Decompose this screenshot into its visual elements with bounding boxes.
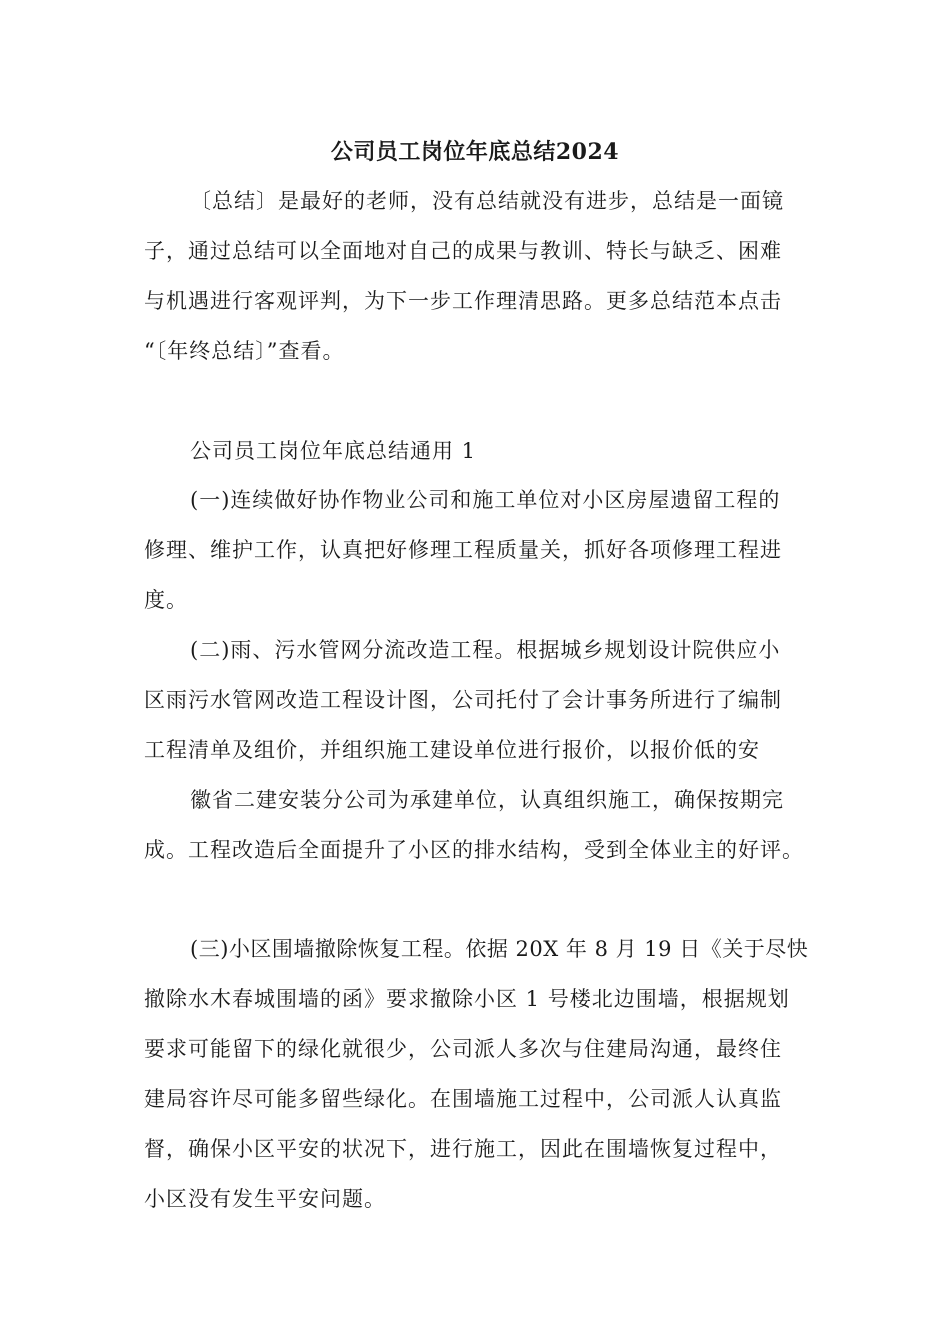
paragraph-line: (二)雨、污水管网分流改造工程。根据城乡规划设计院供应小 [190, 638, 781, 662]
document-title: 公司员工岗位年底总结2024 [330, 139, 620, 165]
paragraph-line: 工程清单及组价，并组织施工建设单位进行报价，以报价低的安 [144, 738, 760, 762]
paragraph-line: 要求可能留下的绿化就很少，公司派人多次与住建局沟通，最终住 [144, 1037, 782, 1061]
paragraph-line: 小区没有发生平安问题。 [144, 1187, 386, 1211]
paragraph-line: (三)小区围墙撤除恢复工程。依据 20X 年 8 月 19 日《关于尽快 [190, 937, 809, 961]
paragraph-line: 撤除水木春城围墙的函》要求撤除小区 1 号楼北边围墙，根据规划 [144, 987, 790, 1011]
paragraph-line: 修理、维护工作，认真把好修理工程质量关，抓好各项修理工程进 [144, 538, 782, 562]
paragraph-line: 督，确保小区平安的状况下，进行施工，因此在围墙恢复过程中， [144, 1137, 782, 1161]
paragraph-line: 建局容许尽可能多留些绿化。在围墙施工过程中，公司派人认真监 [144, 1087, 782, 1111]
section-heading: 公司员工岗位年底总结通用 1 [190, 439, 477, 463]
paragraph-line: 区雨污水管网改造工程设计图，公司托付了会计事务所进行了编制 [144, 688, 782, 712]
paragraph-line: 〔总结〕是最好的老师，没有总结就没有进步，总结是一面镜 [190, 189, 784, 213]
paragraph-line: 子，通过总结可以全面地对自己的成果与教训、特长与缺乏、困难 [144, 239, 782, 263]
paragraph-line: 与机遇进行客观评判，为下一步工作理清思路。更多总结范本点击 [144, 289, 782, 313]
paragraph-line: 成。工程改造后全面提升了小区的排水结构，受到全体业主的好评。 [144, 838, 804, 862]
paragraph-line: 度。 [144, 588, 188, 612]
paragraph-line: 徽省二建安装分公司为承建单位，认真组织施工，确保按期完 [190, 788, 784, 812]
paragraph-line: (一)连续做好协作物业公司和施工单位对小区房屋遗留工程的 [190, 488, 781, 512]
paragraph-line: “〔年终总结〕”查看。 [144, 339, 345, 363]
